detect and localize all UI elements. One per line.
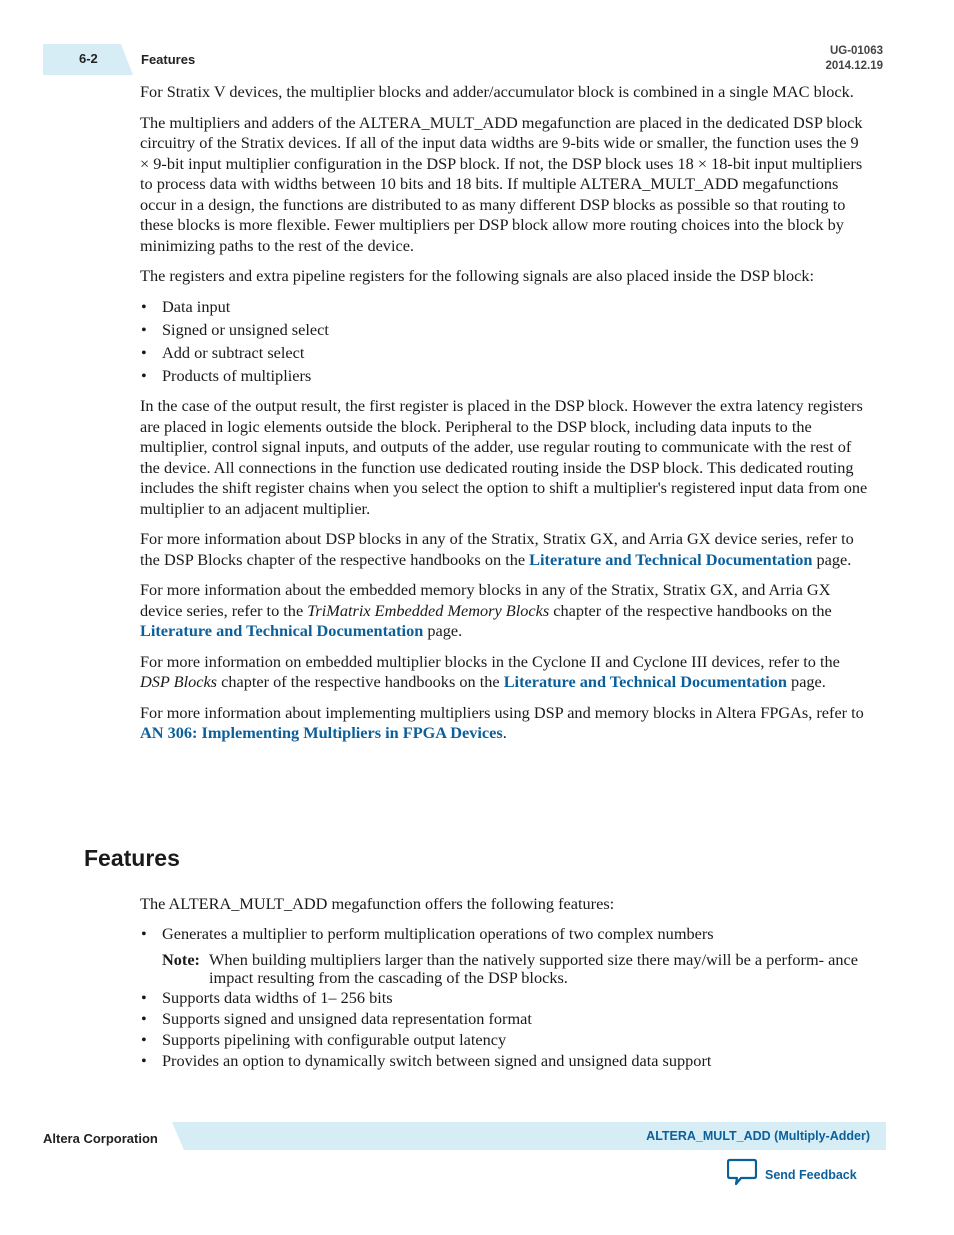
text-run: chapter of the respective handbooks on the: [221, 672, 500, 691]
list-item-text: Generates a multiplier to perform multiplication operations of two complex numbers: [162, 923, 714, 943]
literature-link[interactable]: Literature and Technical Documentation: [503, 672, 787, 691]
features-intro: The ALTERA_MULT_ADD megafunction offers the following features:: [140, 894, 615, 913]
list-item: [140, 924, 870, 988]
text-run: page.: [816, 549, 852, 569]
footer-doc-title: ALTERA_MULT_ADD (Multiply-Adder): [646, 1129, 870, 1143]
paragraph: The registers and extra pipeline registers for the following signals are also placed inside the DSP block:: [140, 266, 814, 285]
note-block: [162, 951, 870, 987]
list-item: • Products of multipliers: [140, 366, 870, 387]
doc-date: 2014.12.19: [825, 60, 883, 72]
header-section-title: Features: [141, 52, 196, 67]
features-heading: Features: [84, 845, 180, 871]
paragraph: For Stratix V devices, the multiplier blocks and adder/accumulator block is combined in a single MAC block.: [140, 82, 854, 101]
text-run: page.: [791, 672, 826, 691]
features-list: [140, 924, 870, 1072]
list-item: • Supports signed and unsigned data representation format: [140, 1009, 870, 1030]
text-run: page.: [427, 621, 463, 640]
an306-link[interactable]: AN 306: Implementing Multipliers in FPGA Devices: [140, 723, 503, 742]
literature-link[interactable]: Literature and Technical Documentation: [529, 549, 813, 569]
text-run: .: [502, 723, 507, 742]
text-run: For more information about DSP blocks in any of the Stratix, Stratix GX, and Arria GX device series, refer to the DSP Blocks chapter of the respective handbooks on the: [140, 529, 854, 569]
list-item: • Signed or unsigned select: [140, 320, 870, 341]
doc-id: UG-01063: [829, 45, 883, 57]
text-run: For more information about the embedded memory blocks in any of the Stratix, Stratix GX, and Arria GX device series, refer to the: [140, 580, 831, 620]
features-content: [140, 894, 870, 1072]
list-item: • Provides an option to dynamically switch between signed and unsigned data support: [140, 1051, 870, 1072]
paragraph: The multipliers and adders of the ALTERA_MULT_ADD megafunction are placed in the dedicated DSP block circuitry of the Stratix devices. If all of the input data widths are 9-bits wide or smaller, the function uses the 9 × 9-bit input multiplier configuration in the DSP block. If not, the DSP block uses 18 × 18-bit input multipliers to process data with widths between 10 bits and 18 bits. If multiple ALTERA_MULT_ADD megafunctions occur in a design, the functions are distributed to as many different DSP blocks as possible so that routing to these blocks is more flexible. Fewer multipliers per DSP block allow more routing choices into the block by minimizing paths to the rest of the device.: [140, 112, 863, 255]
literature-link[interactable]: Literature and Technical Documentation: [140, 621, 424, 640]
speech-bubble-icon: [727, 1158, 757, 1191]
paragraph: In the case of the output result, the first register is placed in the DSP block. However the extra latency registers are placed in logic elements outside the block. Peripheral to the DSP block, including data inputs to the multiplier, control signal inputs, and outputs of the adder, use regular routing to communicate with the rest of the device. All connections in the function use dedicated routing inside the DSP block. This dedicated routing includes the shift register chains when you select the option to shift a multiplier's registered input data from one multiplier to an adjacent multiplier.: [140, 396, 868, 518]
italic-text: TriMatrix Embedded Memory Blocks: [307, 600, 550, 620]
paragraph: [140, 529, 870, 570]
paragraph: [140, 703, 870, 744]
footer-company: Altera Corporation: [43, 1131, 158, 1146]
note-text: When building multipliers larger than the natively supported size there may/will be a perform- ance impact resulting from the cascading of the DSP blocks.: [209, 950, 858, 987]
list-item: • Supports pipelining with configurable output latency: [140, 1030, 870, 1051]
register-list: [140, 297, 870, 387]
note-label: Note:: [162, 950, 200, 969]
italic-text: DSP Blocks: [140, 672, 218, 691]
paragraph: [140, 580, 870, 642]
list-item: • Data input: [140, 297, 870, 318]
page-number: 6-2: [79, 51, 98, 66]
main-content: [140, 82, 870, 754]
text-run: For more information about implementing multipliers using DSP and memory blocks in Altera FPGAs, refer to: [140, 702, 864, 722]
header-doc-info: [825, 44, 883, 74]
send-feedback-label: Send Feedback: [765, 1167, 857, 1182]
list-item: • Supports data widths of 1– 256 bits: [140, 988, 870, 1009]
text-run: For more information on embedded multiplier blocks in the Cyclone II and Cyclone III devices, refer to the: [140, 651, 840, 671]
send-feedback-button[interactable]: [727, 1158, 857, 1191]
list-item: • Add or subtract select: [140, 343, 870, 364]
paragraph: [140, 652, 870, 693]
text-run: chapter of the respective handbooks on the: [553, 600, 832, 620]
